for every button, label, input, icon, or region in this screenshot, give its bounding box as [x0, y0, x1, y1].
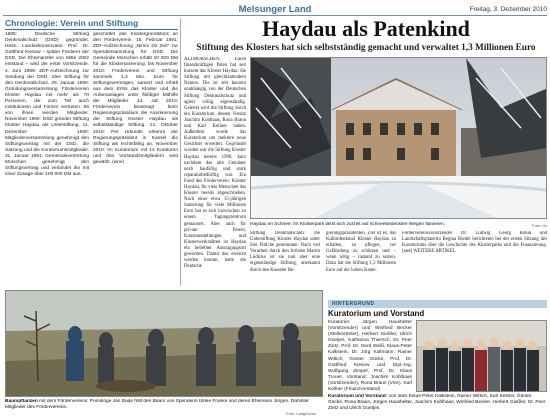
group-caption-bold: Kuratorium und Vorstand:: [328, 394, 388, 399]
chronology-title: Chronologie: Verein und Stiftung: [5, 18, 178, 30]
article-column-1: ALTMORSCHEN. Einen finanzkräftigen Paten hat seit kurzem das Kloster Haydau: die Stiftung mit gleichlautendem Namen. Die ist seit kurzem unabhängig von der Deutschen Stiftung Denkmalschutz und agiert völlig eigenständig. Geleitet wird die Stiftung durch ein Kuratorium, dessen Vorsitz Joachim Kohlhaas, Rona Braun und Karl Kellner haben. Außerdem wurde das Kuratorium um mehrere neue Gesichter erweitert. Gegründet worden war die Stiftung Kloster Haydau bereits 1990, kurz nachdem das alte Gemäuer noch baufällig und stark reparaturbedürftig war. Ein Fund des Förderverein: Kloster Haydau, für viele Menschen das Kloster bereits abgeschrieben. Nach einer etwa 15-jährigen Sanierung für viele Millionen Euro hat es sich inzwischen zu einem Tagungszentrum gemausert. Aber auch für private Feiern, Kunstausstellungen und Klosterwerkstätten ist Haydau ein beliebter Austragungsort geworden. Damit das erreicht werden konnte, hatte die Deutsche: [184, 57, 246, 270]
issue-date: Freitag, 3. Dezember 2010: [469, 6, 547, 13]
article-column-2: Stiftung Denkmalschutz die Unterstiftung Kloster Haydau unter ihre Fittiche genommen. Nach viel Vorarbeit durch den Juristen Martin Lüdicke ist sie nun aber eine eigenständige Stiftung, anerkannt durch den Kasseler Re-: [250, 231, 320, 273]
section-title: Melsunger Land: [238, 4, 312, 15]
group-photo: [416, 320, 547, 392]
page-header: [3, 4, 547, 16]
main-photo: [250, 57, 547, 219]
main-photo-credit: Foto: nh: [532, 223, 547, 228]
article-column-4: Fördervereinsvorsitzender Dr. Ludwig Georg Braun und Landschaftsplanerin Regina Riedel berichteten bei der ersten Sitzung des Kuratoriums über die Geschichte des Klosterparks und die Finanzierung. (and) WEITERE ARTIKEL: [402, 231, 547, 255]
column-divider: [180, 18, 181, 286]
tree-photo-caption: [5, 399, 323, 411]
tree-caption-bold: Baumpflanzen: [5, 399, 38, 404]
tree-caption-text: mit dem Fördervereins: Pomologe Jan Bade hält den Baum von Spenderin Ulrike Franke und deren Ehemann Jürgen. Dahinter Mitglieder des Fördervereins.: [5, 399, 309, 410]
article-headline: Haydau als Patenkind: [262, 16, 470, 41]
article-column-3: gierungspräsidenten. Ziel ist es, das Kulturdenkmal Kloster Haydau zu erhalten, zu pflegen, vor Gefährdung zu schützen und – wenn nötig – instand zu setzen. Dazu hat die Stiftung 1,3 Millionen Euro auf der hohen Kante.: [326, 231, 396, 273]
group-caption-text: von links Klaus-Peter Kalkstein, Rainer Wittich, Karl Kellner, Günter Gücke, Rona Braun, Jürgen Haushelter, Joachim Kohlhaas, Winfried Becker, Herbert Gießler, Dr. Peer Zietz und Ulrich Goetjes.: [328, 394, 546, 411]
chronology-column-2: geschüttet das Klostergrundstück an den Förderverein. 16. Februar 1991: ZDF-Aufzeichnung „Nimm Dir Zeit“ zur Spendensammlung für DSD. Die Gemeinde Morschen erhält 10 000 DM für die Klostersanierung. bis November 2010: Förderverein und Stiftung sammeln 1,3 Mio. Euro für Stiftungsvermögen, samert und erhält aus dem Erlös das Kloster und die Außenanlagen unter fleißiger Mithilfe der Mitglieder. 14. Juli 2010: Förderverein beantragt beim Regierungspräsidium die Anerkennung der Stiftung Kloster Haydau als selbstständige Stiftung. 21. Oktober 2010: Per Urkunde erkennt der Regierungspräsident in Kassel die Stiftung als rechtsfähig an. November 2010: Im Kuratorium mit 14 Kuratoren und drei Vorstandsmitgliedern wird gewählt. (wrw): [93, 32, 178, 165]
kuratorium-title: Kuratorium und Vorstand: [328, 309, 425, 318]
main-photo-caption: Haydau im Schnee: Im Klosterpark lässt sich zurzeit auf schneebedeckten Wegen flanieren.: [250, 222, 446, 227]
chronology-column-1: 1985: Deutsche Stiftung Denkmalschutz (DSD) gegründet. Hess. Landeskonservator Prof. Dr. Gottfried Kiesow – später Förderer der DSD. Die Ehrenamtler von Mitte 2002 entstand – wird der erste Vorsitzende. 4. Juni 1988: ZDF-Aufzeichnung zur Sendung der DSD. Idee Stiftung für den Denkmalschutz. 29. Januar 1990: Gründungsversammlung Förderverein Kloster Haydau mit mehr als 70 Personen, die zum Teil auch Institutionen und Firmen vertreten. 65 von ihnen werden Mitglieder. November 1990: DSD gründet Stiftung Kloster Haydau als Unterstiftung. 11. Dezember 1990: Mitgliederversammlung genehmigt den Stiftungsvertrag mit der DSD, die Satzung und die Kuratoriumsmitglieder. 31. Januar 1991: Gemeindevertretung Morschen genehmigt den Stiftungsvertrag und verbindet ihn mit einer Zusage über 100 000 DM aus.: [5, 32, 89, 178]
article-subheadline: Stiftung des Klosters hat sich selbstständig gemacht und verwaltet 1,3 Millionen Euro: [196, 43, 536, 53]
tree-planting-photo: [5, 290, 323, 397]
background-bar: HINTERGRUND: [328, 300, 547, 308]
tree-planting-image: [6, 291, 323, 397]
kuratorium-text: Kuratoren: Jürgen Haushelter (Vorsitzender) und Winfried Becker (Stellvertreter), Herbert Gießler, Ulrich Goetjes, Katharina Thiersch, Dr. Peer Zietz, Prof. Dr. Gerd Weiß, Klaus-Peter Kalkstein, Dr. Jörg Kallmann, Rainer Wittich, Günter Gücke, Prof. Dr. Gottfried Kiesow und Dipl.-Ing. Wolfgang Zimpel, Prof. Dr. Klaus Trouet. Vorstand: Joachim Kohlhaas (Vorsitzender), Rona Braun (Vize), Karl Kellner (Finanzvorstand): [328, 320, 412, 392]
group-image: [417, 321, 547, 392]
snow-castle-image: [251, 58, 547, 219]
group-photo-caption: [328, 394, 547, 412]
tree-photo-credit: Foto: Lang/nh/rw: [286, 411, 317, 416]
